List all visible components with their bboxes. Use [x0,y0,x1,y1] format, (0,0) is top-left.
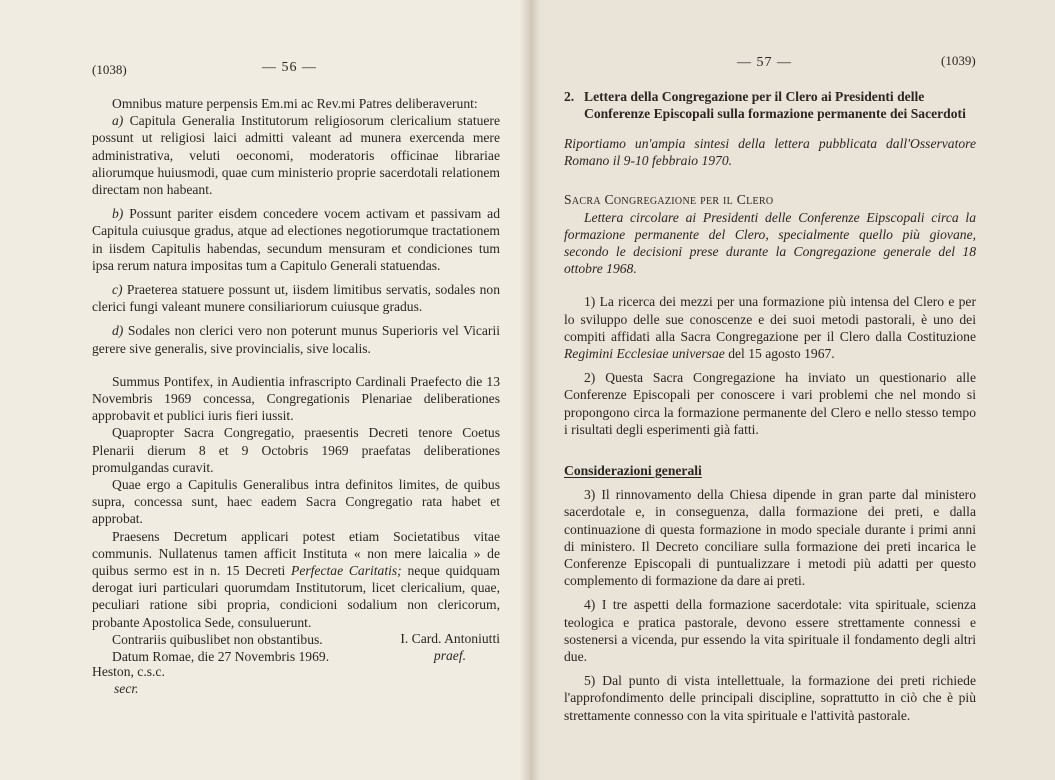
secretary-name: Heston, c.s.c. [92,664,165,679]
secretary-signature [92,663,165,697]
paragraph-5: 5) Dal punto di vista intellettuale, la formazione dei preti richiede l'approfondimento delle principali discipline, soprattutto in ciò che è più strettamente connesso con la vita spirituale e l'attività pastorale. [564,673,976,723]
paragraph-2: 2) Questa Sacra Congregazione ha inviato un questionario alle Conferenze Episcopali per conoscere i vari problemi che nel mondo si propongono circa la formazione permanente del Clero e nello stesso tempo i risultati degli esperimenti già fatti. [564,370,976,437]
clause-c-text: Praeterea statuere possunt ut, iisdem limitibus servatis, sodales non clerici fungi valeant munere consiliariorum cuiusque gradus. [92,282,500,315]
scope-paragraph [92,528,500,631]
scope-text-1: Praesens Decretum applicari potest etiam Societatibus vitae communis. Nullatenus tamen afficit Instituta « non mere laicalia » de quibus sermo est in n. 15 Decreti [92,528,500,579]
clause-a-text: Capitula Generalia Institutorum religiosorum clericalium statuere possunt ut religiosi laici admitti valeant ad munera exercenda mere administrativa, veluti oeconomi, moderatoris officinae librariae aliorumque huiusmodi, quae cum ministerio proprie sacerdotali relationem directam non habeant. [92,113,500,198]
letter-subtitle: Lettera circolare ai Presidenti delle Conferenze Eipscopali circa la formazione permanente del Clero, specialmente quello più giovane, secondo le decisioni prese durante la Congregazione generale del 18 ottobre 1968. [564,209,976,277]
clause-a [92,112,500,198]
contrariis-line: Contrariis quibuslibet non obstantibus. [112,631,323,647]
left-page [0,0,527,780]
prefect-signature [396,630,500,664]
paragraph-1 [564,293,976,362]
paragraph-4: 4) I tre aspetti della formazione sacerdotale: vita spirituale, scienza teologica e pratica pastorale, devono essere strettamente connessi e sostenersi a vicenda, pur essendo la vita spirituale il fondamento degli altri due. [564,597,976,665]
right-body [564,135,976,724]
prefect-name: I. Card. Antoniutti [400,631,500,646]
clause-d-text: Sodales non clerici vero non poterunt munus Superioris vel Vicarii gerere sive generalis, sive provincialis, sive localis. [92,323,500,356]
summary-note: Riportiamo un'ampia sintesi della lettera pubblicata dall'Osservatore Romano il 9-10 febbraio 1970. [564,136,976,169]
clause-d [92,322,500,356]
datum-line: Datum Romae, die 27 Novembris 1969. [112,649,330,665]
promulgation-paragraph: Quapropter Sacra Congregatio, praesentis Decreti tenore Coetus Plenarii dierum 8 et 9 Octobris 1969 praefatas deliberationes promulgandas curavit. [92,425,500,475]
section-heading: Considerazioni generali [564,463,702,479]
paragraph-3: 3) Il rinnovamento della Chiesa dipende in gran parte dal ministero sacerdotale e, in conseguenza, dalla formazione dei preti, e dalla continuazione di questa formazione in modo speciale durante i primi anni di ministero. Il Decreto conciliare sulla formazione dei preti incarica le Conferenze Episcopali di puntualizzare i metodi più adatti per questo complemento di formazione da dare ai preti. [564,487,976,589]
prefect-role: praef. [433,648,466,663]
secretary-role: secr. [114,681,139,696]
ratification-paragraph: Quae ergo a Capitulis Generalibus intra definitos limites, de quibus supra, concessa sunt, haec eadem Sacra Congregatio rata habet et approbat. [92,477,500,527]
source-heading: Sacra Congregazione per il Clero [564,192,774,208]
right-page [527,0,1055,780]
clause-c [92,281,500,315]
clause-b [92,205,500,274]
paragraph-1-text: 1) La ricerca dei mezzi per una formazione più intensa del Clero e per lo sviluppo delle sue conoscenze e dei suoi metodi pastorali, è uno dei compiti affidati alla Sacra Congregazione per il Clero dalla Costituzione [564,294,976,344]
clause-b-text: Possunt pariter eisdem concedere vocem activam et passivam ad Capitula cuiusque gradus, atque ad electiones negotiorumque tractationem in iisdem Capitulis habendas, secundum mensuram et condiciones tum ipsa rerum natura impositas tum a Capitulo Generali statuendas. [92,206,500,273]
clause-d-letter: d) [112,323,124,339]
clause-c-letter: c) [112,282,123,298]
paragraph-1-citation: Regimini Ecclesiae universae [564,346,725,362]
decree-intro: Omnibus mature perpensis Em.mi ac Rev.mi Patres deliberaverunt: [112,96,478,111]
scope-citation: Perfectae Caritatis; [291,563,402,579]
approval-paragraph: Summus Pontifex, in Audientia infrascripto Cardinali Praefecto die 13 Novembris 1969 concessa, Congregationis Plenariae deliberationes approbavit et publici iuris fieri iussit. [92,373,500,424]
paragraph-1-end: del 15 agosto 1967. [724,346,835,362]
scope-text-2: neque quidquam derogat iuri particulari quorumdam Institutorum, licet clericalium, quae, peculiari ratione sibi propria, condicioni sodalium non clericorum, probante Apostolica Sede, consuluerunt. [92,563,500,630]
left-page-number: — 56 — [262,60,317,75]
article-number: 2. [564,89,575,104]
left-body [92,95,500,665]
clause-b-letter: b) [112,206,124,222]
right-page-number: — 57 — [737,55,792,70]
article-title-text: Lettera della Congregazione per il Clero ai Presidenti delle Conferenze Episcopali sulla formazione permanente dei Sacerdoti [584,89,966,121]
right-running-header: (1039) [941,53,976,68]
clause-a-letter: a) [112,113,124,129]
article-title [564,88,976,122]
left-running-header: (1038) [92,62,127,77]
